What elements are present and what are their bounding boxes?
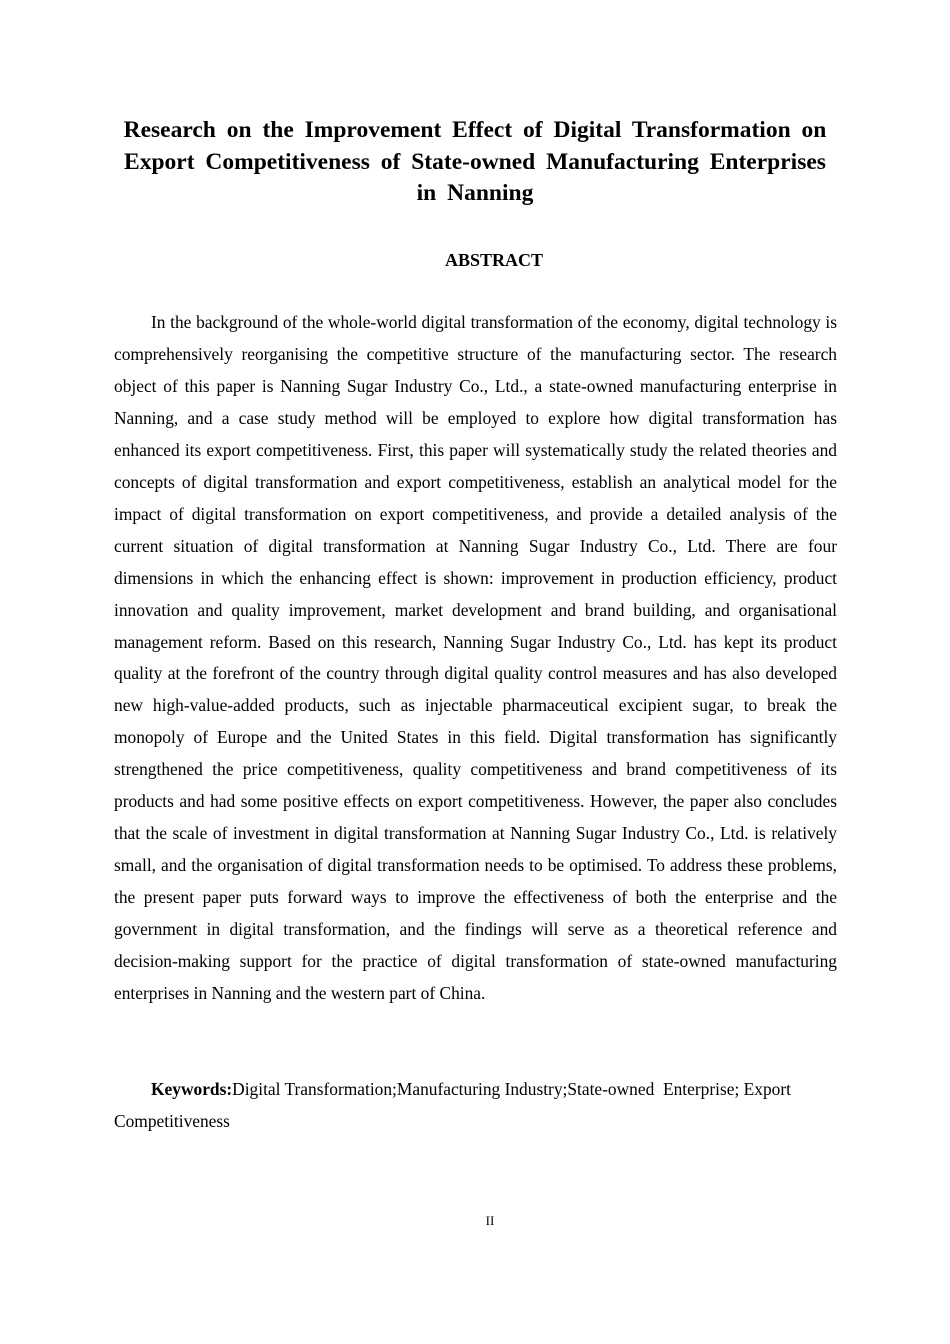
page-number: II <box>485 1213 495 1228</box>
paper-title: Research on the Improvement Effect of Digital Transformation on Export Competitiveness of State-owned Manufacturing Enterprises in Nanning <box>123 117 827 206</box>
keywords-paragraph <box>114 1074 837 1138</box>
abstract-heading: ABSTRACT <box>444 250 544 270</box>
abstract-body: In the background of the whole-world digital transformation of the economy, digital technology is comprehensively reorganising the competitive structure of the manufacturing sector. The research object of this paper is Nanning Sugar Industry Co., Ltd., a state-owned manufacturing enterprise in Nanning, and a case study method will be employed to explore how digital transformation has enhanced its export competitiveness. First, this paper will systematically study the related theories and concepts of digital transformation and export competitiveness, establish an analytical model for the impact of digital transformation on export competitiveness, and provide a detailed analysis of the current situation of digital transformation at Nanning Sugar Industry Co., Ltd. There are four dimensions in which the enhancing effect is shown: improvement in production efficiency, product innovation and quality improvement, market development and brand building, and organisational management reform. Based on this research, Nanning Sugar Industry Co., Ltd. has kept its product quality at the forefront of the country through digital quality control measures and has also developed new high-value-added products, such as injectable pharmaceutical excipient sugar, to break the monopoly of Europe and the United States in this field. Digital transformation has significantly strengthened the price competitiveness, quality competitiveness and brand competitiveness of its products and had some positive effects on export competitiveness. However, the paper also concludes that the scale of investment in digital transformation at Nanning Sugar Industry Co., Ltd. is relatively small, and the organisation of digital transformation needs to be optimised. To address these problems, the present paper puts forward ways to improve the effectiveness of both the enterprise and the government in digital transformation, and the findings will serve as a theoretical reference and decision-making support for the practice of digital transformation of state-owned manufacturing enterprises in Nanning and the western part of China. <box>114 312 837 1004</box>
keywords-label: Keywords: <box>151 1079 233 1099</box>
keywords-text: Digital Transformation;Manufacturing Industry;State-owned Enterprise; Export Competitiveness <box>114 1079 791 1131</box>
